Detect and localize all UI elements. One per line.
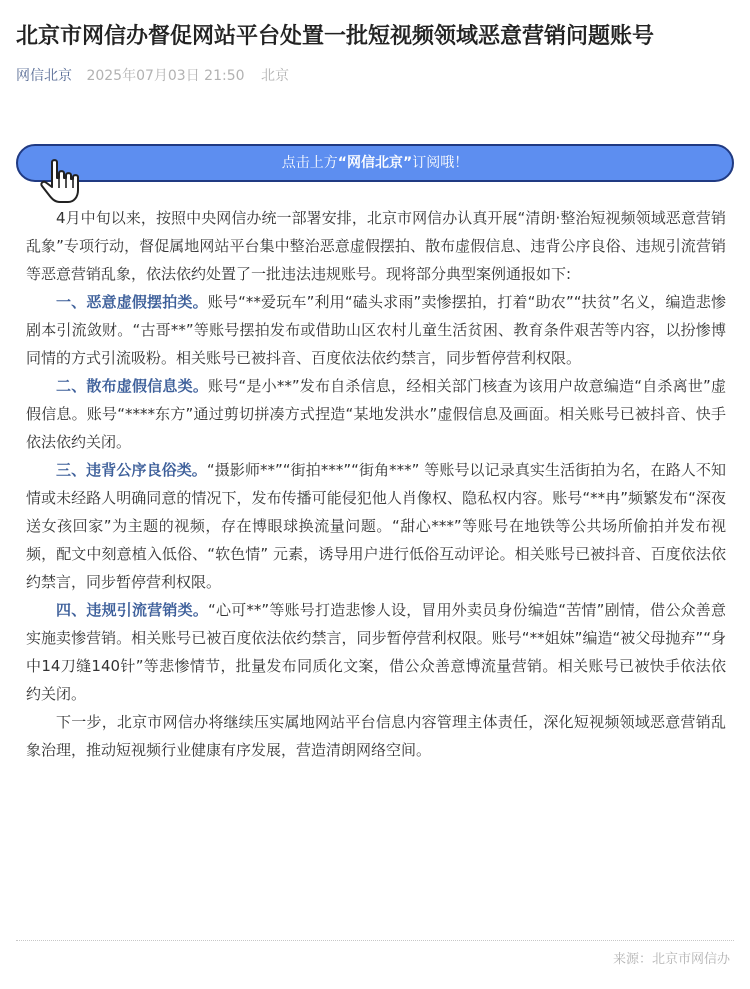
section-paragraph bbox=[26, 288, 726, 372]
footer-divider bbox=[16, 940, 734, 941]
pointing-hand-icon bbox=[38, 158, 86, 208]
section-heading: 四、违规引流营销类。 bbox=[56, 601, 209, 619]
banner-prefix: 点击上方 bbox=[281, 155, 338, 171]
section-paragraph bbox=[26, 456, 726, 596]
section-heading: 三、违背公序良俗类。 bbox=[56, 461, 207, 479]
publish-location: 北京 bbox=[260, 68, 289, 84]
subscribe-banner[interactable] bbox=[16, 144, 734, 182]
article-body bbox=[26, 204, 726, 764]
conclusion-paragraph: 下一步，北京市网信办将继续压实属地网站平台信息内容管理主体责任，深化短视频领域恶意营销乱象治理，推动短视频行业健康有序发展，营造清朗网络空间。 bbox=[26, 713, 726, 759]
section-paragraph bbox=[26, 596, 726, 708]
section-text: “心可**”等账号打造悲惨人设，冒用外卖员身份编造“苦情”剧情，借公众善意实施卖惨营销。相关账号已被百度依法依约禁言，同步暂停营利权限。账号“**姐妹”编造“被父母抛弃”“身中14刀缝140针”等悲惨情节，批量发布同质化文案，借公众善意博流量营销。相关账号已被快手依法依约关闭。 bbox=[26, 601, 726, 703]
account-name-link[interactable]: 网信北京 bbox=[16, 68, 72, 84]
banner-account-name: “网信北京” bbox=[337, 155, 413, 171]
section-heading: 一、恶意虚假摆拍类。 bbox=[56, 293, 208, 311]
article-meta bbox=[16, 66, 289, 86]
section-text: “摄影师**”“街拍***”“街角***” 等账号以记录真实生活街拍为名，在路人不知情或未经路人明确同意的情况下，发布传播可能侵犯他人肖像权、隐私权内容。账号“**冉”频繁发布“深夜送女孩回家”为主题的视频，存在博眼球换流量问题。“甜心***”等账号在地铁等公共场所偷拍并发布视频，配文中刻意植入低俗、“软色情” 元素，诱导用户进行低俗互动评论。相关账号已被抖音、百度依法依约禁言，同步暂停营利权限。 bbox=[26, 461, 726, 591]
section-paragraph bbox=[26, 372, 726, 456]
article-source: 来源：北京市网信办 bbox=[612, 952, 730, 967]
publish-date: 2025年07月03日 21:50 bbox=[86, 68, 245, 84]
banner-suffix: 订阅哦！ bbox=[412, 155, 469, 171]
section-text: 账号“是小**”发布自杀信息，经相关部门核查为该用户故意编造“自杀离世”虚假信息。账号“****东方”通过剪切拼凑方式捏造“某地发洪水”虚假信息及画面。相关账号已被抖音、快手依法依约关闭。 bbox=[26, 377, 726, 451]
section-text: 账号“**爱玩车”利用“磕头求雨”卖惨摆拍，打着“助农”“扶贫”名义，编造悲惨剧本引流敛财。“古哥**”等账号摆拍发布或借助山区农村儿童生活贫困、教育条件艰苦等内容，以扮惨博同情的方式引流吸粉。相关账号已被抖音、百度依法依约禁言，同步暂停营利权限。 bbox=[26, 293, 726, 367]
section-heading: 二、散布虚假信息类。 bbox=[56, 377, 209, 395]
article-title: 北京市网信办督促网站平台处置一批短视频领域恶意营销问题账号 bbox=[16, 24, 655, 49]
intro-paragraph: 4月中旬以来，按照中央网信办统一部署安排，北京市网信办认真开展“清朗·整治短视频领域恶意营销乱象”专项行动，督促属地网站平台集中整治恶意虚假摆拍、散布虚假信息、违背公序良俗、违规引流营销等恶意营销乱象，依法依约处置了一批违法违规账号。现将部分典型案例通报如下: bbox=[26, 209, 726, 283]
